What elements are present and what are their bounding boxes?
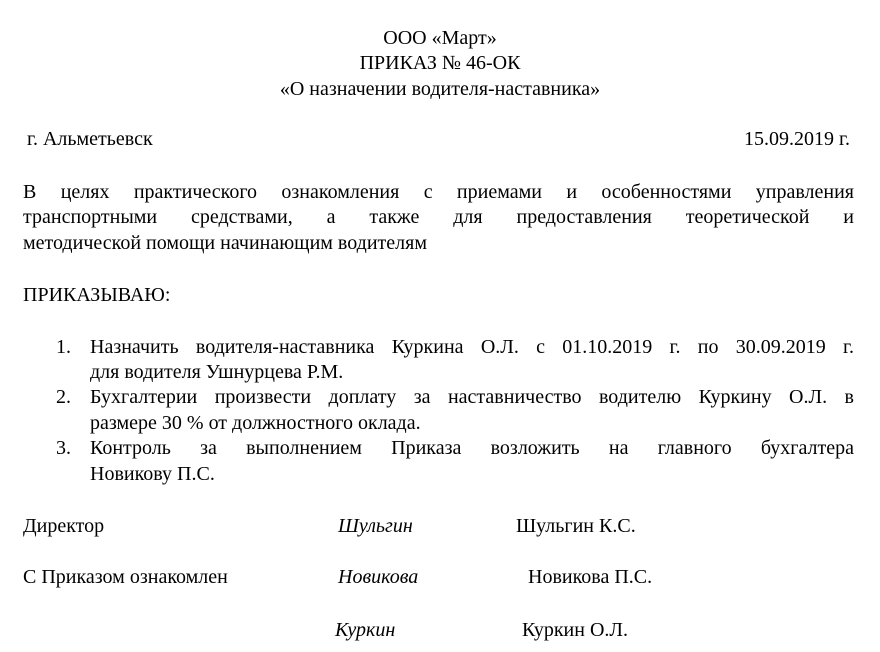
- signature-name: Куркин О.Л.: [522, 619, 628, 641]
- signature-name: Новикова П.С.: [528, 566, 653, 588]
- list-item-line: Контроль за выполнением Приказа возложить на главного бухгалтера: [90, 437, 854, 459]
- preamble-line-1: В целях практического ознакомления с приемами и особенностями управления: [23, 181, 854, 203]
- signature-role: Директор: [23, 515, 105, 537]
- order-subject: «О назначении водителя-наставника»: [279, 78, 601, 100]
- order-word: ПРИКАЗЫВАЮ:: [23, 284, 171, 306]
- list-item-number: 2.: [56, 386, 71, 408]
- signature-handwritten: Куркин: [335, 619, 396, 641]
- list-item-line: Назначить водителя-наставника Куркина О.Л. с 01.10.2019 г. по 30.09.2019 г.: [90, 336, 854, 358]
- organization-name: ООО «Март»: [383, 27, 497, 49]
- list-item-line: Бухгалтерии произвести доплату за наставничество водителю Куркину О.Л. в: [90, 386, 854, 408]
- signature-handwritten: Новикова: [338, 566, 419, 588]
- place: г. Альметьевск: [27, 128, 153, 150]
- signature-handwritten: Шульгин: [338, 515, 413, 537]
- list-item-line: Новикову П.С.: [90, 463, 215, 485]
- order-number: ПРИКАЗ № 46-ОК: [359, 52, 521, 74]
- signature-role: С Приказом ознакомлен: [23, 566, 228, 588]
- list-item-number: 1.: [56, 336, 71, 358]
- list-item-line: размере 30 % от должностного оклада.: [90, 412, 421, 434]
- signature-name: Шульгин К.С.: [516, 515, 636, 537]
- list-item-line: для водителя Ушнурцева Р.М.: [90, 361, 344, 383]
- preamble-line-2: транспортными средствами, а также для предоставления теоретической и: [23, 206, 854, 228]
- preamble-line-3: методической помощи начинающим водителям: [23, 232, 427, 254]
- date: 15.09.2019 г.: [744, 128, 850, 150]
- list-item-number: 3.: [56, 437, 71, 459]
